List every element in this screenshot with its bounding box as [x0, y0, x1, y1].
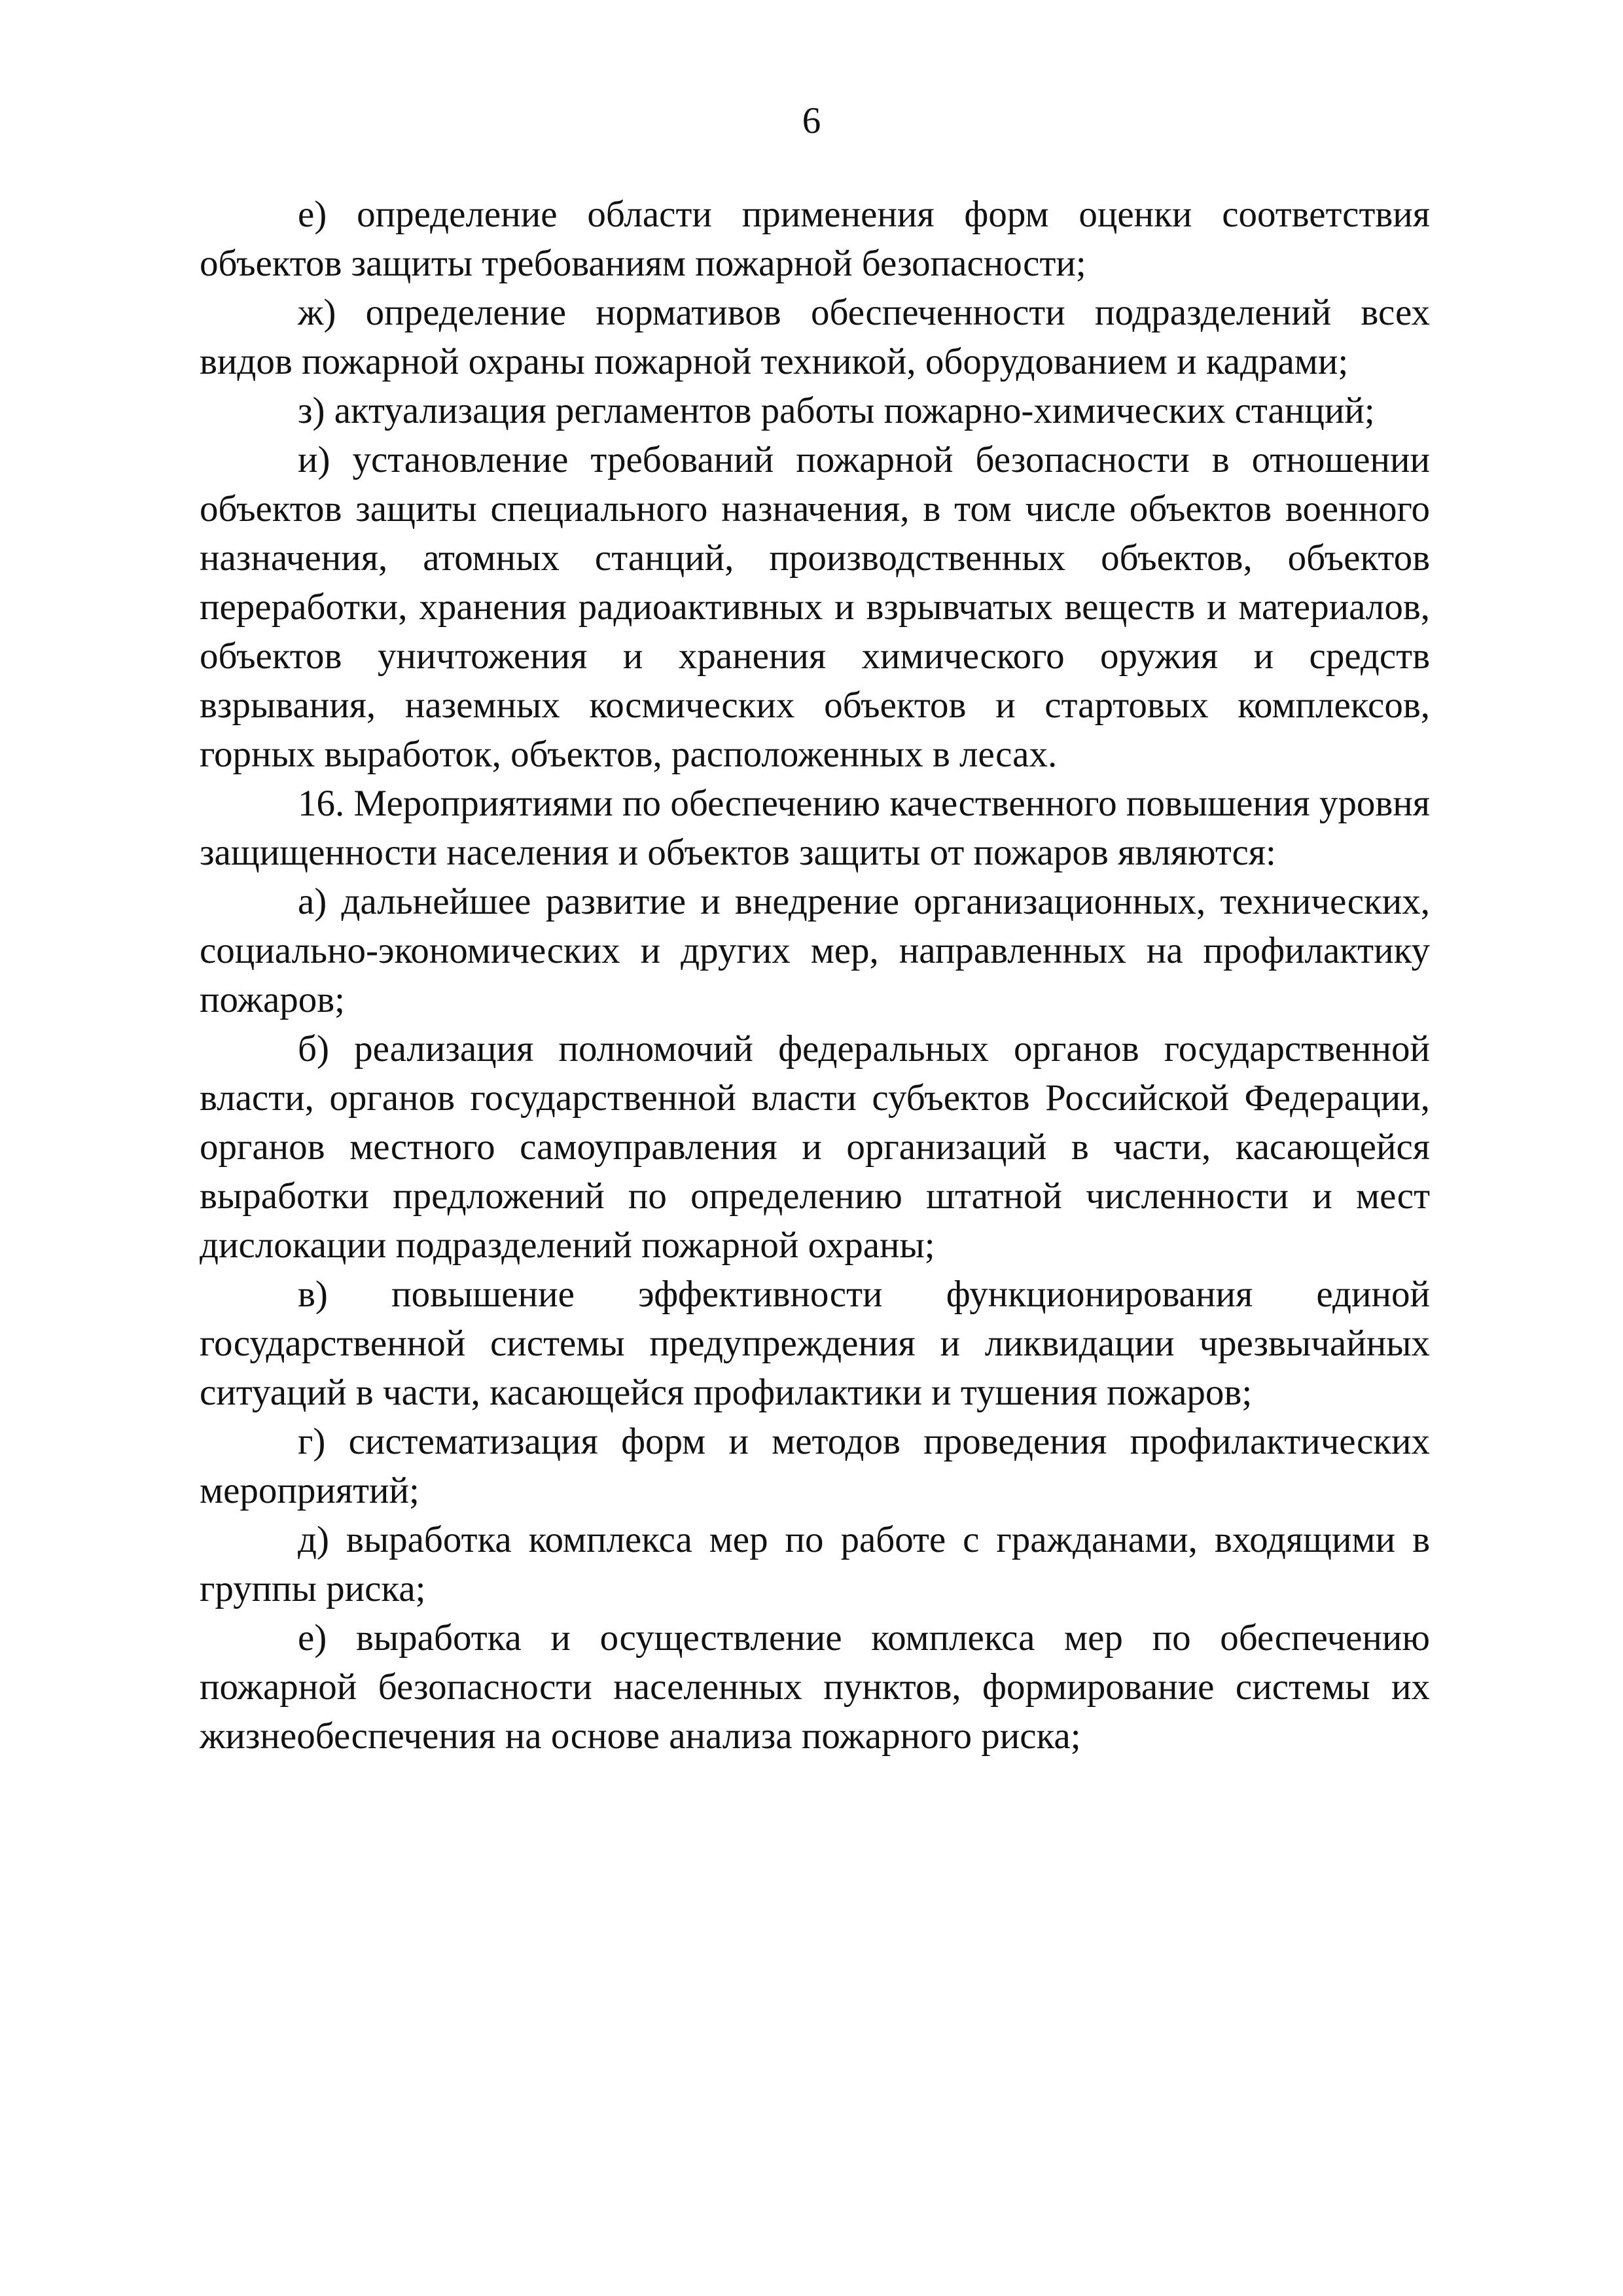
paragraph-item-d: д) выработка комплекса мер по работе с гражданами, входящими в группы риска;: [200, 1519, 1430, 1609]
paragraph-item-g: г) систематизация форм и методов проведения профилактических мероприятий;: [200, 1421, 1430, 1511]
paragraph-item-e: е) определение области применения форм оценки соответствия объектов защиты требованиям пожарной безопасности;: [200, 194, 1430, 284]
paragraph-item-z: з) актуализация регламентов работы пожарно-химических станций;: [298, 390, 1375, 431]
paragraph-item-e2: е) выработка и осуществление комплекса мер по обеспечению пожарной безопасности населенных пунктов, формирование системы их жизнеобеспечения на основе анализа пожарного риска;: [200, 1617, 1430, 1757]
paragraph-section-16: 16. Мероприятиями по обеспечению качественного повышения уровня защищенности населения и объектов защиты от пожаров являются:: [200, 783, 1430, 873]
paragraph-item-b: б) реализация полномочий федеральных органов государственной власти, органов государственной власти субъектов Российской Федерации, органов местного самоуправления и организаций в части, касающейся выработки предложений по определению штатной численности и мест дислокации подразделений пожарной охраны;: [200, 1028, 1430, 1266]
paragraph-item-i: и) установление требований пожарной безопасности в отношении объектов защиты специального назначения, в том числе объектов военного назначения, атомных станций, производственных объектов, объектов переработки, хранения радиоактивных и взрывчатых веществ и материалов, объектов уничтожения и хранения химического оружия и средств взрывания, наземных космических объектов и стартовых комплексов, горных выработок, объектов, расположенных в лесах.: [200, 439, 1430, 775]
paragraph-item-v: в) повышение эффективности функционирования единой государственной системы предупреждения и ликвидации чрезвычайных ситуаций в части, касающейся профилактики и тушения пожаров;: [200, 1274, 1430, 1413]
document-body: [200, 190, 1430, 1761]
page-number: 6: [802, 100, 821, 141]
paragraph-item-a: а) дальнейшее развитие и внедрение организационных, технических, социально-экономических и других мер, направленных на профилактику пожаров;: [200, 881, 1430, 1020]
paragraph-item-zh: ж) определение нормативов обеспеченности подразделений всех видов пожарной охраны пожарной техникой, оборудованием и кадрами;: [200, 292, 1430, 382]
